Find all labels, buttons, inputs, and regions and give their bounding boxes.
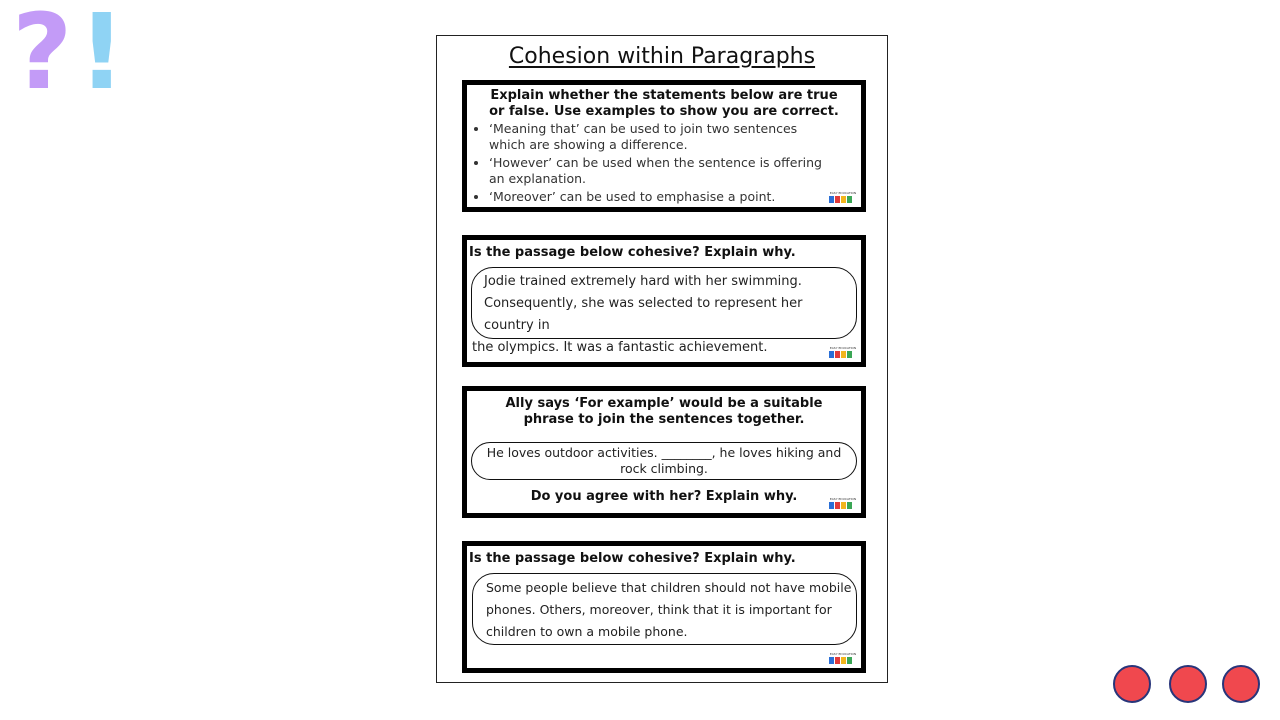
exclamation-mark-icon: ! — [78, 0, 126, 113]
passage-text: He loves outdoor activities. ________, he loves hiking and rock climbing. — [486, 445, 842, 476]
passage-line: phones. Others, moreover, think that it is important for — [486, 602, 832, 617]
easy-education-logo: EASY EDUCATION — [829, 192, 857, 204]
passage-line: the olympics. It was a fantastic achievement. — [472, 340, 768, 355]
passage-line: Consequently, she was selected to represent her country in — [484, 296, 803, 333]
list-item: • ‘Moreover’ can be used to emphasise a point. — [489, 189, 831, 205]
passage-line: Some people believe that children should not have mobile — [486, 580, 852, 595]
card2-prompt: Is the passage below cohesive? Explain why. — [469, 245, 796, 260]
easy-education-logo: EASY EDUCATION — [829, 347, 857, 359]
passage-line: children to own a mobile phone. — [486, 624, 688, 639]
easy-education-logo: EASY EDUCATION — [829, 653, 857, 665]
statement-list — [467, 121, 831, 207]
card-true-false — [462, 80, 866, 212]
card3-question: Do you agree with her? Explain why. — [530, 489, 798, 504]
nav-dot-2[interactable] — [1169, 665, 1207, 703]
card-cohesive-passage-1 — [462, 235, 866, 367]
question-mark-icon: ? — [12, 0, 73, 113]
easy-education-logo: EASY EDUCATION — [829, 498, 857, 510]
list-item: • ‘Meaning that’ can be used to join two sentences which are showing a difference. — [489, 121, 831, 153]
nav-dot-3[interactable] — [1222, 665, 1260, 703]
passage-box — [471, 442, 857, 480]
worksheet — [436, 35, 888, 683]
slide-nav — [1113, 665, 1263, 705]
worksheet-title: Cohesion within Paragraphs — [508, 44, 816, 69]
card1-prompt: Explain whether the statements below are true or false. Use examples to show you are correct. — [489, 88, 839, 119]
card-for-example — [462, 386, 866, 518]
passage-line: Jodie trained extremely hard with her swimming. — [484, 274, 802, 289]
nav-dot-1[interactable] — [1113, 665, 1151, 703]
card3-prompt: Ally says ‘For example’ would be a suitable phrase to join the sentences together. — [505, 396, 823, 427]
card4-prompt: Is the passage below cohesive? Explain why. — [469, 551, 796, 566]
list-item: • ‘However’ can be used when the sentence is offering an explanation. — [489, 155, 831, 187]
passage-box — [472, 573, 857, 645]
card-cohesive-passage-2 — [462, 541, 866, 673]
